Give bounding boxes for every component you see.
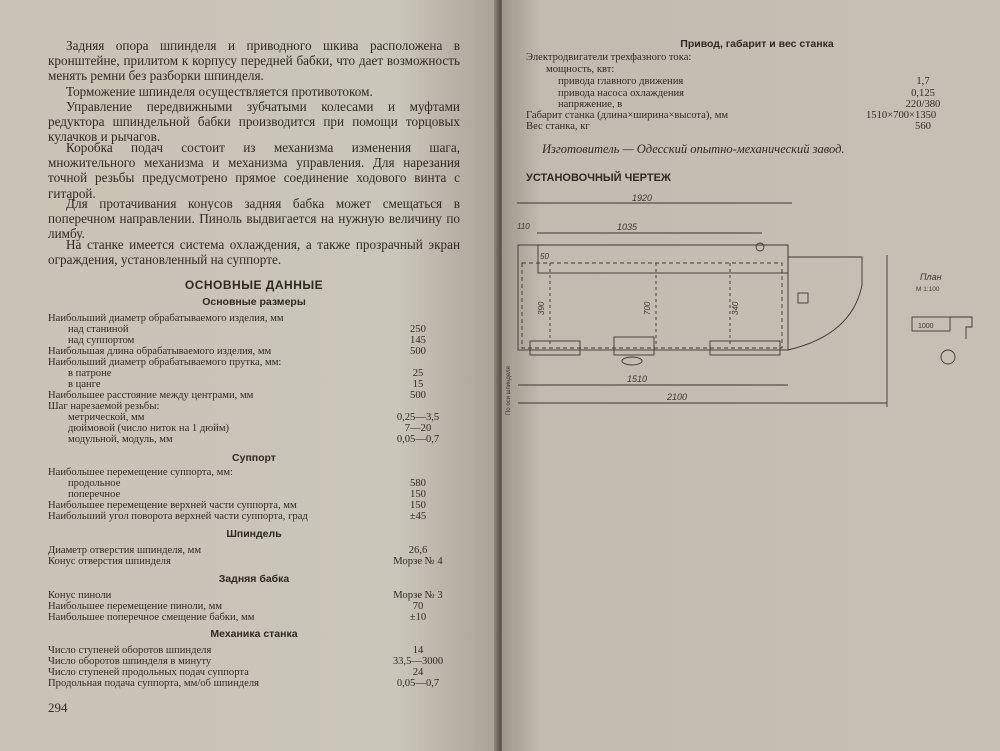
plan-label: План: [920, 272, 942, 282]
drive-row: напряжение, в 220/380: [558, 99, 941, 110]
plan-bracket: [950, 317, 972, 339]
plan-scale: М 1:100: [916, 286, 940, 293]
paragraph: Коробка подач состоит из механизма изменения шага, множительного механизма и механизма управления. Для нарезания точной резьбы предусмотрено прямое соединение ходового винта с гитарой.: [48, 140, 460, 201]
dim-label-base: 1510: [627, 374, 648, 384]
drive-row: Электродвигатели трехфазного тока:: [526, 52, 692, 63]
dim-label-v2: 700: [643, 301, 652, 315]
drive-row: мощность, квт:: [546, 64, 615, 75]
dim-label-left-upper: 110: [517, 222, 530, 231]
paragraph: Для протачивания конусов задняя бабка может смещаться в поперечном направлении. Пиноль выдвигается на нужную величину по лимбу.: [48, 196, 460, 242]
drive-row: привода главного движения 1,7: [558, 76, 930, 87]
dim-label-left-small: 50: [540, 252, 549, 261]
dim-label-v3: 340: [731, 301, 740, 315]
paragraph: На станке имеется система охлаждения, а также прозрачный экран ограждения, установленный на суппорте.: [48, 237, 460, 268]
section-title: Основные размеры: [202, 296, 306, 308]
section-title: Суппорт: [232, 452, 276, 464]
chip-guard-outline: [788, 257, 862, 350]
installation-drawing: [502, 185, 1000, 435]
machine-outline: [518, 245, 788, 350]
handwheel-outline: [798, 293, 808, 303]
paragraph: Задняя опора шпинделя и приводного шкива расположена в кронштейне, прилитом к корпусу передней бабки, что дает возможность менять ремни без разборки шпинделя.: [48, 38, 460, 84]
dim-label-top: 1920: [632, 193, 653, 203]
paragraph: Торможение шпинделя осуществляется противотоком.: [66, 84, 373, 99]
main-heading: ОСНОВНЫЕ ДАННЫЕ: [184, 278, 324, 292]
dim-label-inner: 1035: [617, 222, 638, 232]
drawing-title: УСТАНОВОЧНЫЙ ЧЕРТЕЖ: [526, 172, 671, 184]
drive-row: Вес станка, кг 560: [526, 121, 931, 132]
machine-mark-icon: [756, 243, 764, 251]
left-page: Задняя опора шпинделя и приводного шкива расположена в кронштейне, прилитом к корпусу передней бабки, что дает возможность менять ремни без разборки шпинделя. Торможение шпинделя осуществляется противотоком. Управление передвижными зубчатыми колесами и муфтами редуктора шпиндельной бабки производится при помощи торцовых кулачков и рычагов. Коробка подач состоит из механизма изменения шага, множительного механизма и механизма управления. Для нарезания точной резьбы предусмотрено прямое соединение ходового винта с гитарой. Для протачивания конусов задняя бабка может смещаться в поперечном направлении. Пиноль выдвигается на нужную величину по лимбу. На станке имеется система охлаждения, а также прозрачный экран ограждения, установленный на суппорте. ОСНОВНЫЕ ДАННЫЕ Основные размеры Наибольший диаметр обрабатываемого изделия, мм над станиной 250 над суппортом 145 Наибольшая длина обрабатываемого изделия, мм 500 Наибольший диаметр обрабатываемого прутка, мм: в патроне 25 в цанге 15 Наибольшее расстояние между центрами, мм 500 Шаг нарезаемой резьбы: метрической, мм 0,25—3,5 дюймовой (число ниток на 1 дюйм) 7—20 модульной, модуль, мм 0,05—0,7 Суппорт Наибольшее перемещение суппорта, мм: продольное 580 поперечное 150 Наибольшее перемещение верхней части суппорта, мм 150 Наибольший угол поворота верхней части суппорта, град ±45 Шпиндель Диаметр отверстия шпинделя, мм 26,6 Конус отверстия шпинделя Морзе № 4 Задняя бабка Конус пиноли Морзе № 3 Наибольшее перемещение пиноли, мм 70 Наибольшее поперечное смещение бабки, мм ±10 Механика станка Число ступеней оборотов шпинделя 14 Число оборотов шпинделя в минуту 33,5—3000 Число ступеней продольных подач суппорта 24 Продольная подача суппорта, мм/об шпинделя 0,05—0,7 294: [0, 0, 498, 751]
plan-circle-icon: [941, 350, 955, 364]
side-note: По оси шпинделя: [506, 366, 512, 415]
right-page: [502, 0, 1000, 751]
headstock-outline: [538, 245, 788, 273]
drive-row: привода насоса охлаждения 0,125: [558, 88, 935, 99]
section-title: Механика станка: [210, 628, 298, 640]
pump-outline: [622, 357, 642, 365]
carriage-base: [614, 337, 654, 355]
drive-heading: Привод, габарит и вес станка: [680, 38, 834, 50]
dim-label-v1: 390: [537, 301, 546, 315]
drive-row: Габарит станка (длина×ширина×высота), мм 1510×700×1350: [526, 110, 937, 121]
page-number: 294: [48, 700, 68, 715]
dim-label-total: 2100: [667, 392, 688, 402]
bed-outline: [522, 263, 782, 348]
plan-inner-label: 1000: [918, 323, 934, 330]
paragraph: Управление передвижными зубчатыми колесами и муфтами редуктора шпиндельной бабки производится при помощи торцовых кулачков и рычагов.: [48, 99, 460, 145]
section-title: Шпиндель: [226, 528, 282, 540]
manufacturer: Изготовитель — Одесский опытно-механический завод.: [542, 142, 845, 156]
section-title: Задняя бабка: [218, 573, 290, 585]
